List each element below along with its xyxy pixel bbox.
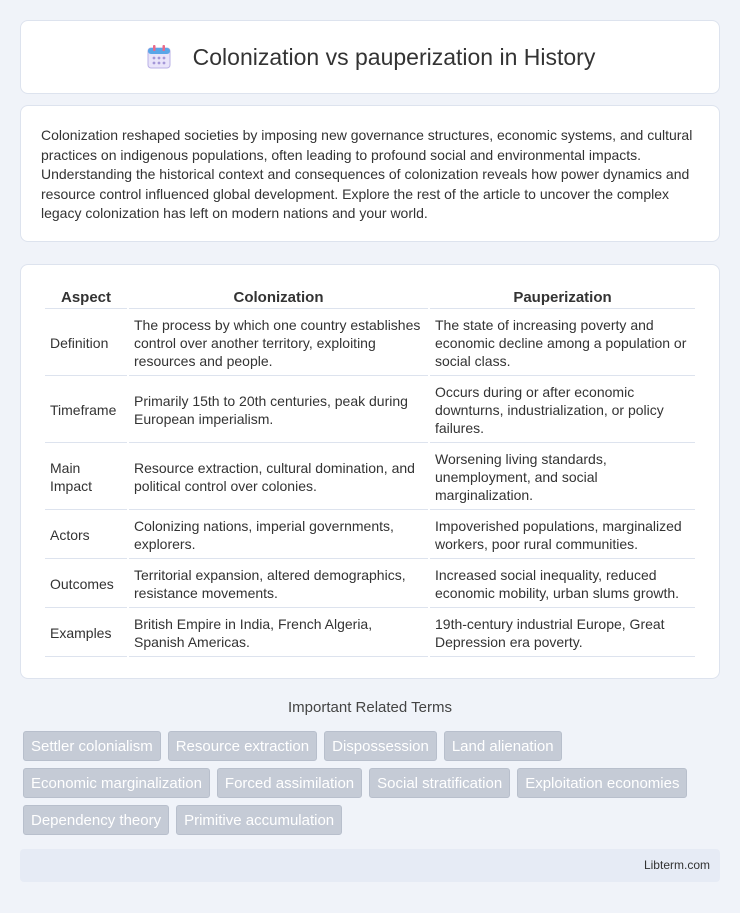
tag-dispossession[interactable]: Dispossession	[324, 731, 437, 761]
header-colonization: Colonization	[129, 287, 428, 309]
table-row	[45, 445, 695, 510]
row-aspect: Definition	[45, 311, 127, 376]
row-aspect: Actors	[45, 512, 127, 559]
related-terms-list	[23, 731, 723, 835]
header-card	[20, 20, 720, 94]
row-pauperization: Increased social inequality, reduced economic mobility, urban slums growth.	[430, 561, 695, 608]
header-pauperization: Pauperization	[430, 287, 695, 309]
table-row	[45, 311, 695, 376]
row-pauperization: Occurs during or after economic downturns, industrialization, or policy failures.	[430, 378, 695, 443]
row-aspect: Timeframe	[45, 378, 127, 443]
row-aspect: Main Impact	[45, 445, 127, 510]
table-row	[45, 378, 695, 443]
row-colonization: Colonizing nations, imperial governments, explorers.	[129, 512, 428, 559]
row-colonization: British Empire in India, French Algeria, Spanish Americas.	[129, 610, 428, 657]
table-row	[45, 512, 695, 559]
row-pauperization: Impoverished populations, marginalized workers, poor rural communities.	[430, 512, 695, 559]
row-aspect: Examples	[45, 610, 127, 657]
tag-forced-assimilation[interactable]: Forced assimilation	[217, 768, 362, 798]
tag-primitive-accumulation[interactable]: Primitive accumulation	[176, 805, 342, 835]
comparison-card	[20, 264, 720, 679]
tag-land-alienation[interactable]: Land alienation	[444, 731, 562, 761]
tag-resource-extraction[interactable]: Resource extraction	[168, 731, 317, 761]
intro-card	[20, 105, 720, 242]
comparison-table	[43, 285, 697, 659]
table-row	[45, 610, 695, 657]
row-pauperization: 19th-century industrial Europe, Great Depression era poverty.	[430, 610, 695, 657]
row-colonization: Resource extraction, cultural domination, and political control over colonies.	[129, 445, 428, 510]
tag-social-stratification[interactable]: Social stratification	[369, 768, 510, 798]
row-pauperization: The state of increasing poverty and economic decline among a population or social class.	[430, 311, 695, 376]
intro-text: Colonization reshaped societies by imposing new governance structures, economic systems, and cultural practices on indigenous populations, often leading to profound social and environmental impacts. Understanding the historical context and consequences of colonization reveals how power dynamics and resource control influenced global development. Explore the rest of the article to uncover the complex legacy colonization has left on modern nations and your world.	[41, 127, 693, 222]
page-title: Colonization vs pauperization in History	[192, 43, 596, 70]
table-header-row	[45, 287, 695, 309]
row-colonization: The process by which one country establishes control over another territory, exploiting resources and people.	[129, 311, 428, 376]
row-colonization: Territorial expansion, altered demographics, resistance movements.	[129, 561, 428, 608]
header-aspect: Aspect	[45, 287, 127, 309]
calendar-icon	[145, 43, 173, 71]
table-row	[45, 561, 695, 608]
tag-economic-marginalization[interactable]: Economic marginalization	[23, 768, 210, 798]
tag-dependency-theory[interactable]: Dependency theory	[23, 805, 169, 835]
row-aspect: Outcomes	[45, 561, 127, 608]
footer	[20, 849, 720, 882]
footer-site-link[interactable]: Libterm.com	[643, 858, 710, 872]
row-pauperization: Worsening living standards, unemployment, and social marginalization.	[430, 445, 695, 510]
row-colonization: Primarily 15th to 20th centuries, peak during European imperialism.	[129, 378, 428, 443]
tag-settler-colonialism[interactable]: Settler colonialism	[23, 731, 161, 761]
tag-exploitation-economies[interactable]: Exploitation economies	[517, 768, 687, 798]
related-terms-title: Important Related Terms	[288, 699, 452, 716]
